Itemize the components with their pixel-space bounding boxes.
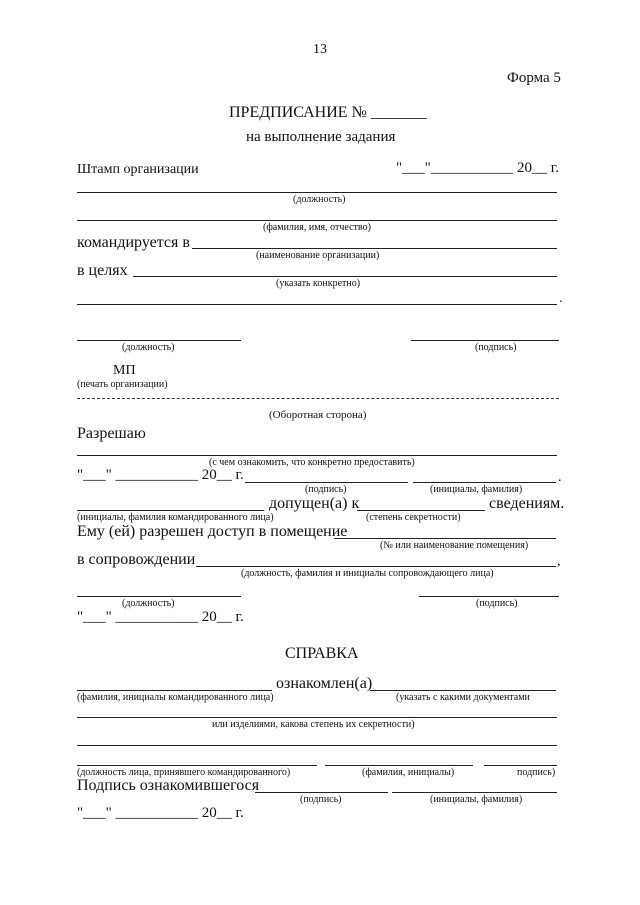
items-field-2[interactable]: [77, 745, 557, 746]
sent-to-label: командируется в: [77, 234, 190, 251]
caption-fio-sent: (фамилия, инициалы командированного лица): [77, 692, 274, 703]
purpose-label: в целях: [77, 262, 128, 279]
permit-signature-field[interactable]: [245, 482, 408, 483]
room-field[interactable]: [334, 538, 556, 539]
caption-org-name: (наименование организации): [256, 250, 380, 261]
caption-initials-2: (инициалы, фамилия): [430, 794, 523, 805]
caption-fio: (фамилия, имя, отчество): [263, 222, 371, 233]
info-label: сведениям.: [489, 495, 565, 512]
items-field[interactable]: [77, 717, 557, 718]
seal-mp: МП: [113, 363, 136, 378]
date-line: "___"___________ 20__ г.: [396, 160, 559, 176]
documents-field[interactable]: [370, 690, 556, 691]
page-number: 13: [313, 42, 327, 57]
seal-caption: (печать организации): [77, 379, 168, 390]
caption-surname-initials: (фамилия, инициалы): [362, 767, 455, 778]
acquainted-label: ознакомлен(а): [276, 675, 373, 692]
admitted-label: допущен(а) к: [269, 495, 360, 512]
permit-label: Разрешаю: [77, 425, 146, 442]
caption-secrecy: (степень секретности): [366, 512, 461, 523]
caption-position: (должность): [293, 194, 346, 205]
purpose-field-2[interactable]: [77, 304, 557, 305]
permit-date: "___" ___________ 20__ г.: [77, 467, 244, 483]
certificate-date: "___" ___________ 20__ г.: [77, 805, 244, 821]
sig-signature-field[interactable]: [411, 340, 559, 341]
host-signature-field[interactable]: [484, 765, 557, 766]
form-label: Форма 5: [507, 70, 561, 86]
document-title: ПРЕДПИСАНИЕ № _______: [229, 104, 427, 121]
fio-field[interactable]: [77, 220, 557, 221]
caption-initials: (инициалы, фамилия): [430, 484, 523, 495]
caption-specify: (указать конкретно): [276, 278, 361, 289]
caption-signature: (подпись): [305, 484, 347, 495]
caption-room: (№ или наименование помещения): [380, 540, 529, 551]
secrecy-field[interactable]: [357, 510, 485, 511]
cut-line: [77, 398, 559, 399]
period-mark-2: .: [558, 470, 562, 485]
caption-docs: (указать с какими документами: [396, 692, 530, 703]
host-position-field[interactable]: [77, 765, 317, 766]
caption-items: или изделиями, какова степень их секретности): [212, 719, 415, 730]
signature-label: Подпись ознакомившегося: [77, 777, 260, 794]
document-subtitle: на выполнение задания: [246, 129, 396, 145]
sig-position-field[interactable]: [77, 340, 241, 341]
caption-initials-fio-sent: (инициалы, фамилия командированного лица): [77, 512, 274, 523]
admitted-person-field[interactable]: [77, 510, 264, 511]
acquainted-person-field[interactable]: [77, 690, 272, 691]
room-access-label: Ему (ей) разрешен доступ в помещение: [77, 523, 348, 540]
period-mark: .: [559, 291, 563, 306]
escort-signature-field[interactable]: [419, 596, 559, 597]
org-name-field[interactable]: [192, 248, 557, 249]
position-field[interactable]: [77, 192, 557, 193]
reverse-label: (Оборотная сторона): [269, 409, 367, 421]
host-surname-field[interactable]: [325, 765, 473, 766]
comma-mark: ,: [557, 554, 561, 569]
caption-signature-3: (подпись): [300, 794, 342, 805]
caption-signature-2: (подпись): [476, 598, 518, 609]
sig-caption-signature: (подпись): [475, 342, 517, 353]
escort-field[interactable]: [196, 566, 556, 567]
permit-initials-field[interactable]: [413, 482, 556, 483]
acquainted-initials-field[interactable]: [392, 792, 557, 793]
escort-label: в сопровождении: [77, 551, 196, 568]
acquainted-signature-field[interactable]: [255, 792, 388, 793]
caption-position-2: (должность): [122, 598, 175, 609]
stamp-label: Штамп организации: [77, 162, 199, 177]
caption-host-person: (должность лица, принявшего командированного): [77, 767, 291, 778]
escort-date: "___" ___________ 20__ г.: [77, 609, 244, 625]
escort-position-field[interactable]: [77, 596, 241, 597]
sig-caption-position: (должность): [122, 342, 175, 353]
permit-what-field[interactable]: [77, 455, 557, 456]
purpose-field[interactable]: [133, 276, 557, 277]
caption-escort: (должность, фамилия и инициалы сопровождающего лица): [241, 568, 494, 579]
caption-host-signature: подпись): [517, 767, 556, 778]
certificate-title: СПРАВКА: [285, 645, 359, 662]
caption-what: (с чем ознакомить, что конкретно предоставить): [209, 457, 415, 468]
